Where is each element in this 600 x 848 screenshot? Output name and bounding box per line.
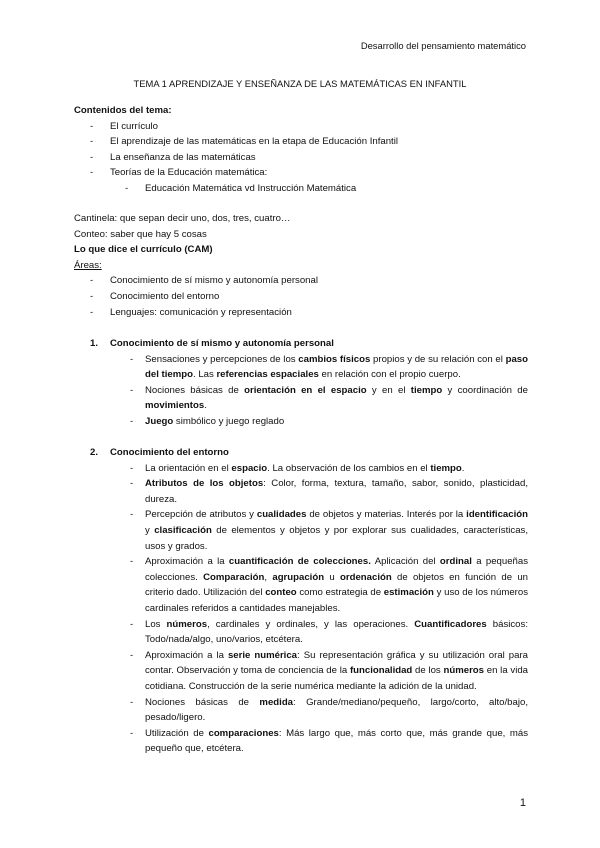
- dash-marker: -: [90, 275, 94, 287]
- dash-marker: -: [90, 167, 94, 179]
- contents-item: - El aprendizaje de las matemáticas en la etapa de Educación Infantil: [74, 134, 528, 150]
- dash-marker: -: [130, 478, 134, 490]
- contents-item: - El currículo: [74, 119, 528, 135]
- dash-marker: -: [130, 556, 134, 568]
- section-1-item: - Nociones básicas de orientación en el espacio y en el tiempo y coordinación de movimientos.: [130, 384, 528, 412]
- section-2-item: - Aproximación a la serie numérica: Su representación gráfica y su utilización oral para contar. Observación y toma de conciencia de la funcionalidad de los números en la vida cotidiana. Construcción de la serie numérica mediante la adición de la unidad.: [130, 649, 529, 692]
- dash-marker: -: [130, 415, 134, 427]
- section-2-item: - Utilización de comparaciones: Más largo que, más corto que, más grande que, más pequeño que, etcétera.: [130, 727, 528, 755]
- section-1: [74, 336, 528, 430]
- section-2-item: - Percepción de atributos y cualidades de objetos y materias. Interés por la identificación y clasificación de elementos y objetos y por explorar sus cualidades, características, usos y grados.: [130, 509, 528, 552]
- contents-item: - Teorías de la Educación matemática:: [74, 165, 528, 181]
- section-2-heading: 2. Conocimiento del entorno: [90, 447, 229, 458]
- area-item: - Conocimiento del entorno: [74, 289, 528, 305]
- contents-item: - La enseñanza de las matemáticas: [74, 150, 528, 166]
- section-2-item: - Aproximación a la cuantificación de colecciones. Aplicación del ordinal a pequeñas colecciones. Comparación, agrupación u ordenación de objetos en función de un criterio dado. Utilización del conteo como estrategia de estimación y uso de los números cardinales referidos a cantidades manejables.: [130, 556, 529, 614]
- dash-marker: -: [90, 290, 94, 302]
- dash-marker: -: [130, 618, 134, 630]
- page-number: 1: [519, 797, 526, 809]
- conteo-note: Conteo: saber que hay 5 cosas: [74, 228, 207, 240]
- dash-marker: -: [90, 306, 94, 318]
- section-1-item: - Sensaciones y percepciones de los cambios físicos propios y de su relación con el paso del tiempo. Las referencias espaciales en relación con el propio cuerpo.: [130, 353, 529, 381]
- section-1-item: - Juego simbólico y juego reglado: [74, 414, 528, 430]
- curriculum-heading: Lo que dice el currículo (CAM): [74, 244, 213, 256]
- dash-marker: -: [130, 353, 134, 365]
- section-1-heading: 1. Conocimiento de sí mismo y autonomía personal: [90, 338, 334, 349]
- document-title: TEMA 1 APRENDIZAJE Y ENSEÑANZA DE LAS MATEMÁTICAS EN INFANTIL: [133, 78, 467, 89]
- dash-marker: -: [90, 120, 94, 132]
- dash-marker: -: [130, 727, 134, 739]
- running-header: Desarrollo del pensamiento matemático: [360, 40, 526, 51]
- section-2-item: - Atributos de los objetos: Color, forma, textura, tamaño, sabor, sonido, plasticidad, dureza.: [130, 478, 528, 505]
- cantinela-note: Cantinela: que sepan decir uno, dos, tres, cuatro…: [74, 213, 291, 224]
- areas-label: Áreas:: [74, 259, 102, 271]
- dash-marker: -: [90, 136, 94, 148]
- notes-section: [74, 211, 528, 320]
- dash-marker: -: [130, 696, 134, 708]
- contents-section: [74, 103, 528, 197]
- contents-heading: Contenidos del tema:: [74, 105, 172, 116]
- area-item: - Conocimiento de sí mismo y autonomía personal: [74, 273, 528, 289]
- dash-marker: -: [125, 182, 129, 194]
- section-2-item: - Nociones básicas de medida: Grande/mediano/pequeño, largo/corto, alto/bajo, pesado/ligero.: [130, 696, 528, 724]
- contents-subitem: - Educación Matemática vd Instrucción Matemática: [74, 181, 528, 197]
- dash-marker: -: [130, 649, 134, 661]
- section-2-item: - La orientación en el espacio. La observación de los cambios en el tiempo.: [74, 461, 528, 477]
- section-2: [74, 445, 528, 757]
- section-2-item: - Los números, cardinales y ordinales, y las operaciones. Cuantificadores básicos: Todo/nada/algo, uno/varios, etcétera.: [130, 618, 528, 646]
- area-item: - Lenguajes: comunicación y representación: [74, 305, 528, 321]
- dash-marker: -: [130, 509, 134, 521]
- dash-marker: -: [90, 151, 94, 163]
- dash-marker: -: [130, 384, 134, 396]
- dash-marker: -: [130, 462, 134, 474]
